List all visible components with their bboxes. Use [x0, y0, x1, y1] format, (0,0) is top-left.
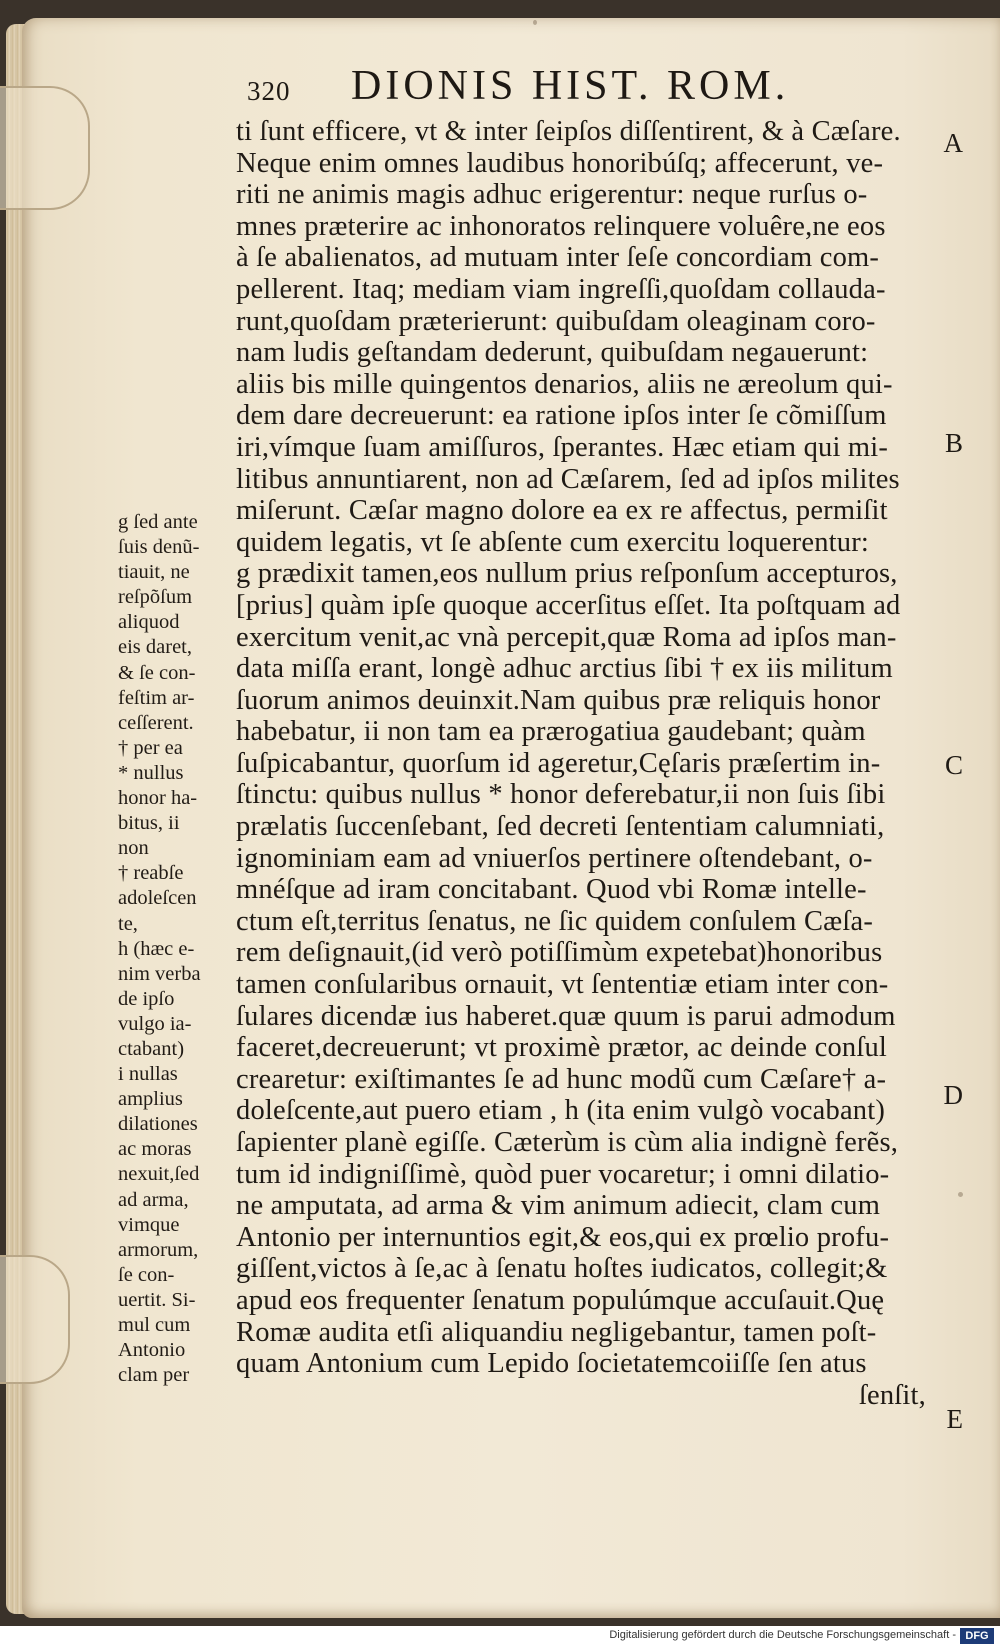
text-line: ſuſpicabantur, quorſum id ageretur,Cęſaris præſertim in-	[236, 747, 881, 779]
text-line: Antonio per internuntios egit,& eos,qui ex prœlio profu-	[236, 1221, 890, 1253]
text-line: miſerunt. Cæſar magno dolore ea ex re affectus, permiſit	[236, 495, 888, 527]
section-letter-e: E	[946, 1404, 963, 1434]
footer-bar	[0, 1626, 1000, 1649]
text-line: rem deſignauit,(id verò potiſſimùm expetebat)honoribus	[236, 937, 883, 969]
text-line: dem dare decreuerunt: ea ratione ipſos inter ſe cõmiſſum	[236, 400, 887, 432]
page-tab-top	[0, 86, 90, 210]
text-line: quam Antonium cum Lepido ſocietatemcoiiſſe ſen atus	[236, 1348, 867, 1380]
text-line: ſtinctu: quibus nullus * honor deferebatur,ii non ſuis ſibi	[236, 779, 886, 811]
text-line: habebatur, ii non tam ea prærogatiua gaudebant; quàm	[236, 716, 866, 748]
marginal-note-line: vimque	[118, 1213, 180, 1236]
text-line: aliis bis mille quingentos denarios, aliis ne æreolum qui-	[236, 368, 893, 400]
marginal-note-line: adoleſcen	[118, 887, 197, 910]
marginal-note-line: ſuis denũ-	[118, 536, 200, 559]
marginal-note-line: dilationes	[118, 1113, 198, 1136]
marginal-note-line: clam per	[118, 1364, 190, 1387]
marginal-note-line: ctabant)	[118, 1037, 185, 1060]
text-line: giſſent,victos à ſe,ac à ſenatu hoſtes iudicatos, collegit;&	[236, 1253, 888, 1285]
text-line: nam ludis geſtandam dederunt, quibuſdam negauerunt:	[236, 337, 869, 369]
dfg-logo: DFG	[960, 1628, 994, 1644]
text-line: iri,vímque ſuam amiſſuros, ſperantes. Hæc etiam qui mi-	[236, 431, 889, 463]
text-line: runt,quoſdam præterierunt: quibuſdam oleaginam coro-	[236, 305, 876, 337]
page-tab-bottom	[0, 1255, 70, 1384]
text-line: ne amputata, ad arma & vim animum adiecit, clam cum	[236, 1190, 881, 1222]
text-line: à ſe abalienatos, ad mutuam inter ſeſe concordiam com-	[236, 242, 880, 274]
marginal-note-line: tiauit, ne	[118, 561, 190, 584]
ink-smudge	[958, 1192, 963, 1197]
text-line: mnes præterire ac inhonoratos relinquere voluêre,ne eos	[236, 210, 886, 242]
page-header	[247, 62, 867, 112]
marginal-note-line: Antonio	[118, 1339, 186, 1362]
section-letter-b: B	[944, 428, 963, 458]
marginal-note-line: armorum,	[118, 1238, 199, 1261]
text-line: [prius] quàm ipſe quoque accerſitus eſſet. Ita poſtquam ad	[236, 589, 901, 621]
marginal-note-line: amplius	[118, 1088, 183, 1111]
text-line: riti ne animis magis adhuc erigerentur: neque rurſus o-	[236, 179, 868, 211]
text-line: crearetur: exiſtimantes ſe ad hunc modũ cum Cæſare† a-	[236, 1063, 887, 1095]
marginal-note-line: h (hæc e-	[118, 937, 195, 960]
ink-smudge	[533, 20, 537, 25]
marginal-note-line: * nullus	[118, 761, 184, 784]
marginal-note-line: te,	[118, 912, 138, 935]
text-line: pellerent. Itaq; mediam viam ingreſſi,quoſdam collauda-	[236, 273, 886, 305]
text-line: ſenſit,	[858, 1379, 926, 1411]
marginal-note-line: reſpõſum	[118, 586, 193, 609]
marginal-note-line: † reabſe	[118, 862, 184, 885]
marginal-note-line: nexuit,ſed	[118, 1163, 200, 1186]
marginal-note-line: eis daret,	[118, 636, 192, 659]
text-line: doleſcente,aut puero etiam , h (ita enim vulgò vocabant)	[236, 1095, 886, 1127]
text-line: prælatis ſuccenſebant, ſed decreti ſententiam calumniati,	[236, 811, 885, 843]
text-line: Neque enim omnes laudibus honoribúſq; affecerunt, ve-	[236, 147, 884, 179]
text-line: ſulares dicendæ ius haberet.quæ quum is parui admodum	[236, 1000, 896, 1032]
marginal-note-line: mul cum	[118, 1314, 191, 1336]
marginal-note-line: ad arma,	[118, 1188, 189, 1211]
marginal-note-line: † per ea	[118, 736, 183, 759]
marginal-note-line: de ipſo	[118, 987, 175, 1010]
page-number: 320	[247, 76, 291, 106]
text-line: ctum eſt,territus ſenatus, ne ſic quidem conſulem Cæſa-	[236, 905, 874, 937]
marginal-notes	[118, 510, 236, 1388]
marginal-note-line: & ſe con-	[118, 661, 196, 684]
text-line: ti ſunt efficere, vt & inter ſeipſos diſſentirent, & à Cæſare.	[236, 116, 901, 147]
text-line: data miſſa erant, longè adhuc arctius ſibi † ex iis militum	[236, 653, 893, 685]
text-line: tamen conſularibus ornauit, vt ſententiæ etiam inter con-	[236, 969, 889, 1001]
section-letter-d: D	[943, 1080, 963, 1110]
marginal-note-line: i nullas	[118, 1063, 178, 1086]
marginal-note-line: ceſſerent.	[118, 711, 194, 734]
marginal-note-line: non	[118, 837, 149, 860]
text-line: tum id indigniſſimè, quòd puer vocaretur; i omni dilatio-	[236, 1158, 890, 1190]
text-line: Romæ audita etſi aliquandiu negligebantur, tamen poſt-	[236, 1316, 877, 1348]
marginal-note-line: bitus, ii	[118, 812, 180, 835]
marginal-note-line: g ſed ante	[118, 511, 198, 533]
text-line: litibus annuntiarent, non ad Cæſarem, ſed ad ipſos milites	[236, 463, 900, 495]
footer-credit: Digitalisierung gefördert durch die Deutsche Forschungsgemeinschaft -	[609, 1629, 956, 1641]
main-text-block	[236, 116, 936, 1411]
text-line: mnéſque ad iram concitabant. Quod vbi Romæ intelle-	[236, 874, 867, 906]
marginal-note-line: aliquod	[118, 611, 180, 634]
text-line: exercitum venit,ac vnà percepit,quæ Roma ad ipſos man-	[236, 621, 897, 653]
text-line: faceret,decreuerunt; vt proximè prætor, ac deinde conſul	[236, 1032, 888, 1064]
text-line: ſuorum animos deuinxit.Nam quibus præ reliquis honor	[236, 684, 881, 716]
marginal-note-line: ſe con-	[118, 1263, 175, 1286]
marginal-note-line: ac moras	[118, 1138, 192, 1161]
running-title: DIONIS HIST. ROM.	[351, 63, 790, 109]
marginal-note-line: honor ha-	[118, 787, 198, 810]
marginal-note-line: feſtim ar-	[118, 686, 195, 709]
text-line: g prædixit tamen,eos nullum prius reſponſum accepturos,	[236, 558, 898, 590]
marginal-note-line: uertit. Si-	[118, 1288, 196, 1311]
section-letter-c: C	[944, 750, 963, 780]
text-line: apud eos frequenter ſenatum populúmque accuſauit.Quę	[236, 1284, 885, 1316]
text-line: ignominiam eam ad vniuerſos pertinere oſtendebant, o-	[236, 842, 873, 874]
text-line: quidem legatis, vt ſe abſente cum exercitu loquerentur:	[236, 526, 870, 558]
marginal-note-line: nim verba	[118, 962, 201, 985]
marginal-note-line: vulgo ia-	[118, 1012, 192, 1035]
section-letter-a: A	[943, 128, 963, 158]
text-line: ſapienter planè egiſſe. Cæterùm is cùm alia indignè ferẽs,	[236, 1127, 899, 1158]
